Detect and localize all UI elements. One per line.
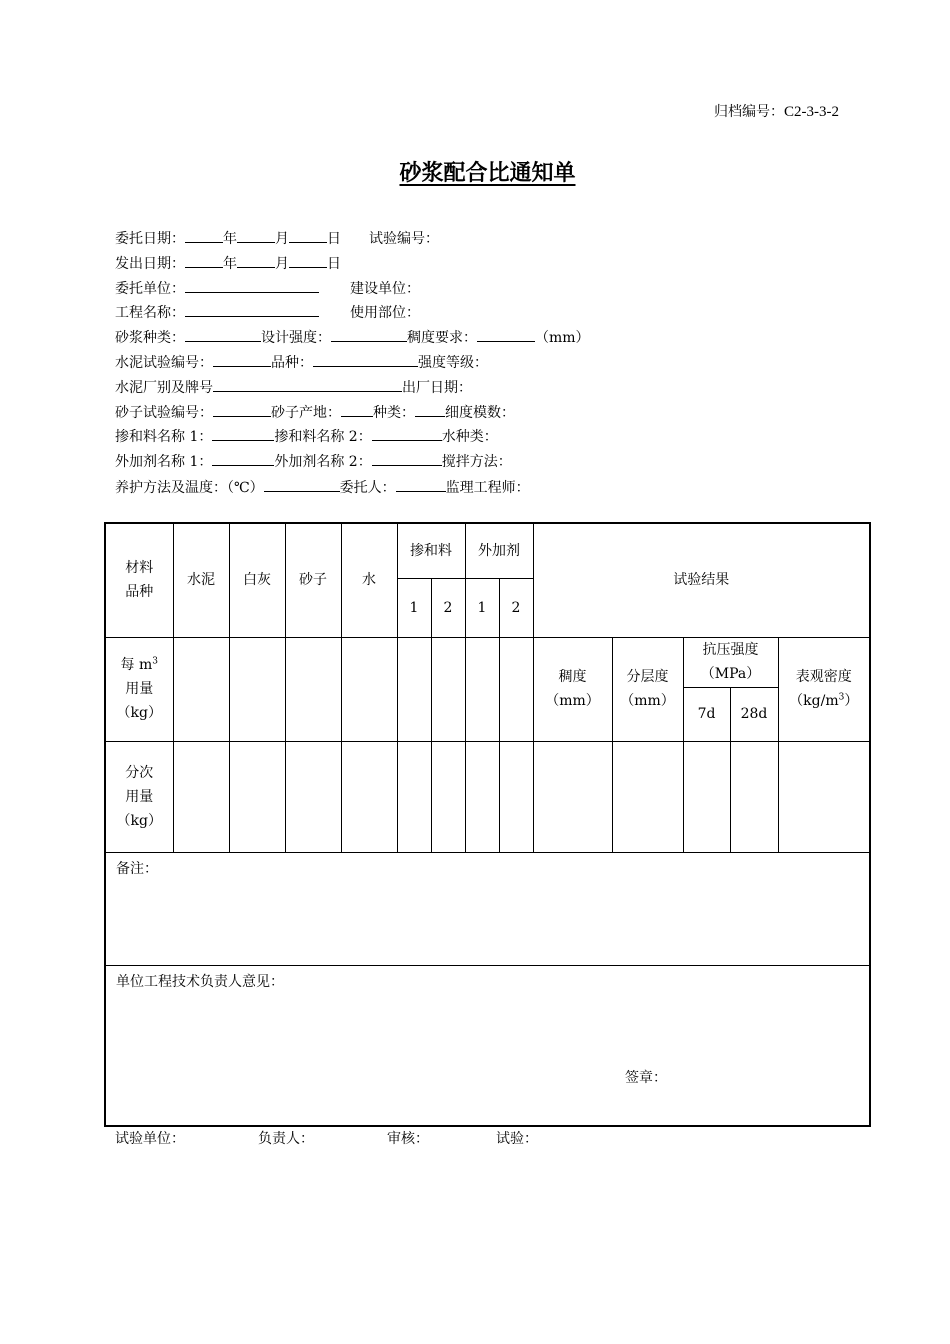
cell[interactable] bbox=[397, 637, 431, 741]
additive-2: 2 bbox=[499, 578, 533, 637]
cell[interactable] bbox=[173, 637, 229, 741]
cell[interactable] bbox=[173, 741, 229, 852]
opinion-cell[interactable] bbox=[105, 966, 870, 1126]
cell[interactable] bbox=[465, 741, 499, 852]
compressive-header: 抗压强度 （MPa） bbox=[683, 637, 778, 687]
water-header: 水 bbox=[341, 523, 397, 637]
issue-date-line: 发出日期： 年 月 日 bbox=[115, 253, 341, 273]
cement-header: 水泥 bbox=[173, 523, 229, 637]
admixture-line: 掺和料名称 1： 掺和料名称 2： 水种类： bbox=[115, 426, 498, 446]
cell[interactable] bbox=[730, 741, 778, 852]
footer-person: 负责人： bbox=[258, 1131, 314, 1147]
admixture-2: 2 bbox=[431, 578, 465, 637]
cell[interactable] bbox=[683, 741, 730, 852]
lime-header: 白灰 bbox=[229, 523, 285, 637]
entrust-unit-line: 委托单位： 建设单位： bbox=[115, 278, 420, 298]
curing-line: 养护方法及温度：（℃） 委托人： 监理工程师： bbox=[115, 477, 530, 497]
density-header: 表观密度 $(kg/m^3)$ bbox=[778, 637, 870, 741]
footer-review: 审核： bbox=[387, 1131, 429, 1147]
footer-test: 试验： bbox=[496, 1131, 538, 1147]
batch-label: 分次 用量 （kg） bbox=[105, 741, 173, 852]
cement-line: 水泥试验编号： 品种： 强度等级： bbox=[115, 352, 488, 372]
admixture-header: 掺和料 bbox=[397, 523, 465, 578]
additive-header: 外加剂 bbox=[465, 523, 533, 578]
d28-header: 28d bbox=[730, 687, 778, 741]
cell[interactable] bbox=[431, 637, 465, 741]
cell[interactable] bbox=[431, 741, 465, 852]
additive-1: 1 bbox=[465, 578, 499, 637]
cell[interactable] bbox=[465, 637, 499, 741]
cell[interactable] bbox=[285, 741, 341, 852]
opinion-label: 单位工程技术负责人意见： bbox=[116, 974, 284, 991]
additive-line: 外加剂名称 1： 外加剂名称 2： 搅拌方法： bbox=[115, 451, 512, 471]
d7-header: 7d bbox=[683, 687, 730, 741]
project-name-line: 工程名称： 使用部位： bbox=[115, 302, 420, 322]
cell[interactable] bbox=[285, 637, 341, 741]
sand-header: 砂子 bbox=[285, 523, 341, 637]
layering-header: 分层度 （mm） bbox=[612, 637, 683, 741]
cell[interactable] bbox=[397, 741, 431, 852]
entrust-date-line: 委托日期： 年 月 日 试验编号： bbox=[115, 228, 439, 248]
stamp-label: 签章： bbox=[625, 1070, 667, 1086]
mix-ratio-table bbox=[104, 522, 871, 1127]
cell[interactable] bbox=[612, 741, 683, 852]
consistency-header: 稠度 （mm） bbox=[533, 637, 612, 741]
cell[interactable] bbox=[341, 637, 397, 741]
per-m3-label: 每 $m^3$ 用量 （kg） bbox=[105, 637, 173, 741]
material-header: 材料 品种 bbox=[105, 523, 173, 637]
page-title: 砂浆配合比通知单 bbox=[399, 161, 576, 186]
test-result-header: 试验结果 bbox=[533, 523, 870, 637]
cell[interactable] bbox=[533, 741, 612, 852]
cell[interactable] bbox=[341, 741, 397, 852]
mortar-type-line: 砂浆种类： 设计强度： 稠度要求： （mm） bbox=[115, 327, 590, 347]
admixture-1: 1 bbox=[397, 578, 431, 637]
sand-line: 砂子试验编号： 砂子产地： 种类： 细度模数： bbox=[115, 402, 515, 422]
footer-test-unit: 试验单位： bbox=[115, 1131, 185, 1147]
cell[interactable] bbox=[499, 741, 533, 852]
cell[interactable] bbox=[778, 741, 870, 852]
remarks-cell[interactable] bbox=[105, 853, 870, 966]
remarks-label: 备注： bbox=[116, 861, 158, 877]
cement-factory-line: 水泥厂别及牌号 出厂日期： bbox=[115, 377, 472, 397]
cell[interactable] bbox=[229, 637, 285, 741]
archive-number: 归档编号：C2-3-3-2 bbox=[714, 104, 839, 120]
cell[interactable] bbox=[229, 741, 285, 852]
cell[interactable] bbox=[499, 637, 533, 741]
